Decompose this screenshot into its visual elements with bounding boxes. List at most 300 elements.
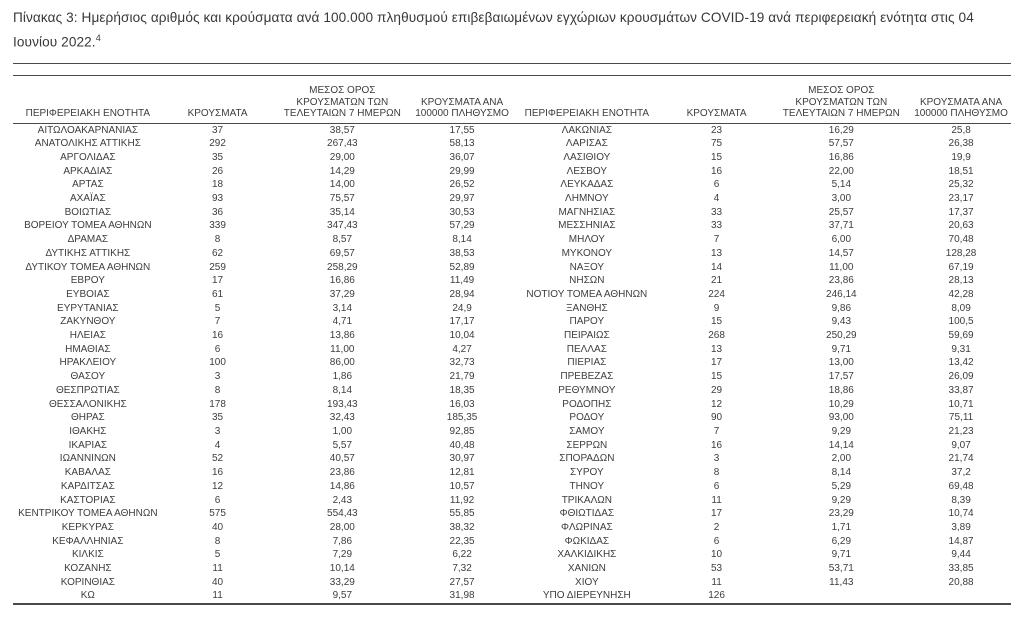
cases-cell: 6 <box>713 179 720 191</box>
table-row <box>512 411 1011 425</box>
avg7-cell: 16,86 <box>329 275 355 287</box>
table-body <box>13 124 1011 604</box>
per100k-cell: 27,57 <box>449 576 475 588</box>
per100k-cell: 9,31 <box>951 343 971 355</box>
per100k-cell: 28,13 <box>948 275 974 287</box>
per100k-cell: 18,51 <box>948 165 974 177</box>
per100k-cell: 67,19 <box>948 261 974 273</box>
table-row <box>512 343 1011 357</box>
cases-cell: 53 <box>711 563 723 575</box>
table-row <box>512 219 1011 233</box>
column-header-cases: ΚΡΟΥΣΜΑΤΑ <box>686 108 747 120</box>
column-header-per100k: ΚΡΟΥΣΜΑΤΑ ΑΝΑ 100000 ΠΛΗΘΥΣΜΟ <box>415 96 509 120</box>
table-row <box>512 137 1011 151</box>
avg7-cell: 2,43 <box>332 494 353 506</box>
per100k-cell <box>911 589 1011 603</box>
avg7-cell: 38,57 <box>329 124 355 136</box>
region-cell: ΠΑΡΟΥ <box>569 316 605 328</box>
table-row <box>512 288 1011 302</box>
avg7-cell: 35,14 <box>329 206 355 218</box>
per100k-cell: 20,63 <box>948 220 974 232</box>
table-row <box>512 480 1011 494</box>
cases-cell: 6 <box>214 343 221 355</box>
cases-cell: 36 <box>212 206 224 218</box>
table-row <box>512 452 1011 466</box>
table-row <box>13 302 512 316</box>
table-row <box>13 274 512 288</box>
avg7-cell: 3,14 <box>332 302 353 314</box>
table-row <box>512 329 1011 343</box>
region-cell: ΣΑΜΟΥ <box>569 426 605 437</box>
cases-cell: 11 <box>212 563 223 575</box>
cases-cell: 17 <box>711 508 723 520</box>
cases-cell: 12 <box>711 398 723 410</box>
region-cell: ΣΥΡΟΥ <box>570 467 604 479</box>
table-title <box>13 7 1003 53</box>
region-cell: ΚΩ <box>80 590 95 602</box>
cases-cell: 35 <box>212 412 224 424</box>
cases-cell: 3 <box>214 371 221 383</box>
avg7-cell: 17,57 <box>828 371 854 383</box>
table-row <box>13 356 512 370</box>
region-cell: ΤΡΙΚΑΛΩΝ <box>561 494 612 506</box>
avg7-cell: 93,00 <box>828 412 854 424</box>
region-cell: ΠΡΕΒΕΖΑΣ <box>560 371 614 383</box>
table-row <box>13 576 512 590</box>
per100k-cell: 59,69 <box>948 330 974 342</box>
region-cell: ΑΙΤΩΛΟΑΚΑΡΝΑΝΙΑΣ <box>37 124 139 136</box>
region-cell: ΒΟΙΩΤΙΑΣ <box>64 206 112 218</box>
avg7-cell: 33,29 <box>329 576 355 588</box>
avg7-cell: 9,86 <box>831 302 852 314</box>
region-cell: ΛΗΜΝΟΥ <box>565 193 609 205</box>
per100k-cell: 38,53 <box>449 247 475 259</box>
avg7-cell: 11,00 <box>330 343 355 355</box>
table-row <box>13 151 512 165</box>
region-cell: ΠΕΙΡΑΙΩΣ <box>563 330 610 342</box>
region-cell: ΧΑΛΚΙΔΙΚΗΣ <box>557 549 617 561</box>
avg7-cell: 9,71 <box>831 343 852 355</box>
region-cell: ΦΩΚΙΔΑΣ <box>564 535 610 547</box>
avg7-cell: 23,86 <box>329 467 355 479</box>
per100k-cell: 92,85 <box>449 426 475 437</box>
avg7-cell: 5,14 <box>831 179 852 191</box>
column-header-cases: ΚΡΟΥΣΜΑΤΑ <box>187 108 248 120</box>
avg7-cell: 9,57 <box>332 590 353 602</box>
per100k-cell: 6,22 <box>452 549 472 561</box>
region-cell: ΚΑΣΤΟΡΙΑΣ <box>60 494 116 506</box>
avg7-cell: 10,14 <box>329 563 355 575</box>
avg7-cell: 75,57 <box>329 193 355 205</box>
per100k-cell: 8,14 <box>452 234 472 246</box>
cases-cell: 15 <box>711 151 723 163</box>
per100k-cell: 25,8 <box>951 124 971 136</box>
cases-cell: 23 <box>711 124 723 136</box>
region-cell: ΙΘΑΚΗΣ <box>69 426 107 437</box>
table-row <box>13 411 512 425</box>
table-row <box>13 178 512 192</box>
per100k-cell: 185,35 <box>446 412 478 424</box>
region-cell: ΘΑΣΟΥ <box>70 371 106 383</box>
region-cell: ΛΕΥΚΑΔΑΣ <box>560 179 614 191</box>
column-header-region: ΠΕΡΙΦΕΡΕΙΑΚΗ ΕΝΟΤΗΤΑ <box>25 108 151 120</box>
cases-cell: 37 <box>212 124 224 136</box>
per100k-cell: 10,71 <box>948 398 974 410</box>
table-row <box>512 589 1011 603</box>
cases-cell: 178 <box>209 398 226 410</box>
region-cell: ΑΡΤΑΣ <box>72 179 104 191</box>
per100k-cell: 33,87 <box>948 384 974 396</box>
avg7-cell: 193,43 <box>327 398 358 410</box>
region-cell: ΥΠΟ ΔΙΕΡΕΥΝΗΣΗ <box>542 590 631 602</box>
table-row <box>13 384 512 398</box>
per100k-cell: 8,39 <box>951 494 971 506</box>
region-cell: ΗΛΕΙΑΣ <box>69 330 106 342</box>
region-cell: ΣΠΟΡΑΔΩΝ <box>559 453 615 465</box>
table-row <box>512 521 1011 535</box>
avg7-cell: 554,43 <box>327 508 358 520</box>
table-row <box>13 233 512 247</box>
avg7-cell: 13,00 <box>828 357 854 369</box>
per100k-cell: 57,29 <box>449 220 475 232</box>
per100k-cell: 9,44 <box>951 549 971 561</box>
table-row <box>512 192 1011 206</box>
per100k-cell: 23,17 <box>948 193 974 205</box>
region-cell: ΜΥΚΟΝΟΥ <box>561 247 613 259</box>
region-cell: ΛΑΚΩΝΙΑΣ <box>561 124 613 136</box>
per100k-cell: 25,32 <box>948 179 974 191</box>
cases-cell: 13 <box>711 343 723 355</box>
cases-cell: 33 <box>711 206 723 218</box>
per100k-cell: 42,28 <box>948 288 974 300</box>
avg7-cell: 32,43 <box>329 412 355 424</box>
table-row <box>512 384 1011 398</box>
table-row <box>13 315 512 329</box>
per100k-cell: 9,07 <box>951 439 971 451</box>
cases-cell: 62 <box>212 247 224 259</box>
per100k-cell: 24,9 <box>452 302 472 314</box>
cases-cell: 3 <box>713 453 720 465</box>
region-cell: ΒΟΡΕΙΟΥ ΤΟΜΕΑ ΑΘΗΝΩΝ <box>24 220 152 232</box>
cases-cell: 21 <box>711 275 723 287</box>
region-cell: ΛΑΣΙΘΙΟΥ <box>563 151 611 163</box>
per100k-cell: 21,74 <box>948 453 974 465</box>
region-cell: ΚΕΦΑΛΛΗΝΙΑΣ <box>52 535 124 547</box>
horizontal-rule-top <box>13 63 1011 64</box>
avg7-cell: 7,86 <box>332 535 353 547</box>
region-cell: ΛΕΣΒΟΥ <box>566 165 607 177</box>
avg7-cell: 9,29 <box>831 426 852 437</box>
left-table-header <box>13 85 512 120</box>
per100k-cell: 17,17 <box>449 316 475 328</box>
region-cell: ΘΕΣΣΑΛΟΝΙΚΗΣ <box>48 398 127 410</box>
cases-cell: 26 <box>212 165 224 177</box>
table-row <box>13 452 512 466</box>
column-header-avg7: ΜΕΣΟΣ ΟΡΟΣ ΚΡΟΥΣΜΑΤΩΝ ΤΩΝ ΤΕΛΕΥΤΑΙΩΝ 7 ΗΜΕΡΩΝ <box>782 85 900 120</box>
region-cell: ΝΟΤΙΟΥ ΤΟΜΕΑ ΑΘΗΝΩΝ <box>526 288 648 300</box>
region-cell: ΝΗΣΩΝ <box>569 275 605 287</box>
avg7-cell: 53,71 <box>828 563 854 575</box>
cases-cell: 292 <box>209 138 226 150</box>
table-header-row <box>13 76 1011 123</box>
per100k-cell: 29,99 <box>449 165 475 177</box>
per100k-cell: 30,97 <box>449 453 475 465</box>
avg7-cell: 40,57 <box>329 453 355 465</box>
region-cell: ΡΟΔΟΠΗΣ <box>562 398 612 410</box>
cases-cell: 268 <box>708 330 725 342</box>
table-row <box>512 535 1011 549</box>
region-cell: ΗΜΑΘΙΑΣ <box>65 343 111 355</box>
table-row <box>13 562 512 576</box>
avg7-cell: 14,86 <box>329 480 355 492</box>
per100k-cell: 26,09 <box>948 371 974 383</box>
table-row <box>13 425 512 439</box>
cases-cell: 9 <box>713 302 720 314</box>
footnote-marker: 4 <box>95 33 101 43</box>
cases-cell: 11 <box>212 590 223 602</box>
table-row <box>512 548 1011 562</box>
per100k-cell: 33,85 <box>948 563 974 575</box>
region-cell: ΜΑΓΝΗΣΙΑΣ <box>558 206 616 218</box>
region-cell: ΚΟΖΑΝΗΣ <box>64 563 112 575</box>
per100k-cell: 52,89 <box>449 261 475 273</box>
per100k-cell: 10,74 <box>948 508 974 520</box>
avg7-cell: 69,57 <box>329 247 355 259</box>
region-cell: ΔΡΑΜΑΣ <box>67 234 109 246</box>
region-cell: ΚΙΛΚΙΣ <box>71 549 104 561</box>
cases-cell: 35 <box>212 151 224 163</box>
avg7-cell: 16,29 <box>828 124 854 136</box>
region-cell: ΚΑΒΑΛΑΣ <box>64 467 111 479</box>
cases-cell: 93 <box>212 193 224 205</box>
avg7-cell: 8,14 <box>831 467 852 479</box>
table-row <box>512 124 1011 138</box>
cases-cell: 3 <box>214 426 221 437</box>
cases-cell: 8 <box>713 467 720 479</box>
region-cell: ΑΡΓΟΛΙΔΑΣ <box>60 151 116 163</box>
region-cell: ΚΑΡΔΙΤΣΑΣ <box>60 480 115 492</box>
per100k-cell: 40,48 <box>449 439 475 451</box>
per100k-cell: 20,88 <box>948 576 974 588</box>
avg7-cell: 9,71 <box>831 549 852 561</box>
per100k-cell: 10,57 <box>449 480 475 492</box>
cases-cell: 224 <box>708 288 725 300</box>
region-cell: ΑΧΑΪΑΣ <box>70 193 106 205</box>
avg7-cell: 14,57 <box>828 247 854 259</box>
per100k-cell: 11,92 <box>449 494 475 506</box>
avg7-cell: 37,71 <box>828 220 854 232</box>
region-cell: ΜΗΛΟΥ <box>568 234 605 246</box>
avg7-cell: 11,43 <box>829 576 854 588</box>
table-row <box>512 165 1011 179</box>
table-row <box>13 548 512 562</box>
per100k-cell: 16,03 <box>449 398 475 410</box>
avg7-cell: 23,86 <box>828 275 854 287</box>
cases-cell: 16 <box>212 467 224 479</box>
region-cell: ΘΗΡΑΣ <box>70 412 105 424</box>
per100k-cell: 13,42 <box>948 357 974 369</box>
avg7-cell: 14,14 <box>828 439 854 451</box>
right-table-header <box>512 85 1011 120</box>
avg7-cell: 347,43 <box>327 220 358 232</box>
cases-cell: 4 <box>214 439 221 451</box>
cases-cell: 8 <box>214 234 221 246</box>
table-row <box>512 356 1011 370</box>
cases-cell: 12 <box>212 480 224 492</box>
avg7-cell: 2,00 <box>831 453 852 465</box>
table-row <box>512 439 1011 453</box>
cases-cell: 10 <box>711 549 723 561</box>
avg7-cell: 267,43 <box>327 138 358 150</box>
region-cell: ΠΕΛΛΑΣ <box>566 343 607 355</box>
cases-cell: 6 <box>713 480 720 492</box>
per100k-cell: 19,9 <box>951 151 971 163</box>
cases-cell: 15 <box>711 316 723 328</box>
per100k-cell: 69,48 <box>948 480 974 492</box>
region-cell: ΕΒΡΟΥ <box>70 275 105 287</box>
per100k-cell: 14,87 <box>948 535 974 547</box>
column-header-avg7: ΜΕΣΟΣ ΟΡΟΣ ΚΡΟΥΣΜΑΤΩΝ ΤΩΝ ΤΕΛΕΥΤΑΙΩΝ 7 ΗΜΕΡΩΝ <box>283 85 401 120</box>
per100k-cell: 75,11 <box>948 412 974 424</box>
region-cell: ΑΡΚΑΔΙΑΣ <box>63 165 113 177</box>
table-row <box>13 439 512 453</box>
avg7-cell: 8,14 <box>332 384 353 396</box>
table-row <box>512 494 1011 508</box>
region-cell: ΔΥΤΙΚΟΥ ΤΟΜΕΑ ΑΘΗΝΩΝ <box>25 261 151 273</box>
cases-cell: 17 <box>711 357 723 369</box>
table-row <box>512 507 1011 521</box>
avg7-cell: 57,57 <box>828 138 854 150</box>
cases-cell: 8 <box>214 384 221 396</box>
region-cell: ΙΩΑΝΝΙΝΩΝ <box>59 453 116 465</box>
table-row <box>13 480 512 494</box>
avg7-cell: 25,57 <box>828 206 854 218</box>
per100k-cell: 7,32 <box>452 563 472 575</box>
table-row <box>512 178 1011 192</box>
per100k-cell: 10,04 <box>449 330 475 342</box>
avg7-cell: 258,29 <box>327 261 358 273</box>
avg7-cell: 1,86 <box>332 371 353 383</box>
cases-cell: 11 <box>711 494 722 506</box>
cases-cell: 13 <box>711 247 723 259</box>
table-row <box>13 165 512 179</box>
table-row <box>13 370 512 384</box>
avg7-cell: 23,29 <box>828 508 854 520</box>
avg7-cell: 29,00 <box>329 151 355 163</box>
table-row <box>13 137 512 151</box>
region-cell: ΤΗΝΟΥ <box>569 480 605 492</box>
region-cell: ΕΥΡΥΤΑΝΙΑΣ <box>57 302 119 314</box>
cases-cell: 33 <box>711 220 723 232</box>
region-cell: ΚΟΡΙΝΘΙΑΣ <box>60 576 115 588</box>
table-row <box>13 466 512 480</box>
column-header-region: ΠΕΡΙΦΕΡΕΙΑΚΗ ΕΝΟΤΗΤΑ <box>524 108 650 120</box>
region-cell: ΦΘΙΩΤΙΔΑΣ <box>559 508 615 520</box>
avg7-cell: 10,29 <box>828 398 854 410</box>
avg7-cell: 5,57 <box>332 439 353 451</box>
per100k-cell: 4,27 <box>452 343 472 355</box>
region-cell: ΣΕΡΡΩΝ <box>566 439 608 451</box>
per100k-cell: 70,48 <box>948 234 974 246</box>
region-cell: ΞΑΝΘΗΣ <box>566 302 608 314</box>
per100k-cell: 28,94 <box>449 288 475 300</box>
per100k-cell: 18,35 <box>449 384 475 396</box>
table-row <box>13 261 512 275</box>
avg7-cell: 18,86 <box>828 384 854 396</box>
avg7-cell: 9,29 <box>831 494 852 506</box>
avg7-cell: 6,00 <box>831 234 852 246</box>
table-row <box>512 562 1011 576</box>
avg7-cell: 7,29 <box>332 549 353 561</box>
per100k-cell: 36,07 <box>449 151 475 163</box>
table-row <box>512 206 1011 220</box>
table-row <box>13 507 512 521</box>
avg7-cell: 37,29 <box>329 288 355 300</box>
right-table-rows <box>512 124 1011 604</box>
per100k-cell: 12,81 <box>449 467 475 479</box>
avg7-cell: 9,43 <box>831 316 852 328</box>
region-cell: ΙΚΑΡΙΑΣ <box>68 439 108 451</box>
cases-cell: 90 <box>711 412 723 424</box>
region-cell: ΜΕΣΣΗΝΙΑΣ <box>558 220 616 232</box>
region-cell: ΝΑΞΟΥ <box>569 261 605 273</box>
cases-cell: 2 <box>713 521 720 533</box>
table-row <box>13 124 512 138</box>
region-cell: ΔΥΤΙΚΗΣ ΑΤΤΙΚΗΣ <box>45 247 131 259</box>
avg7-cell: 14,00 <box>329 179 355 191</box>
per100k-cell: 58,13 <box>449 138 475 150</box>
avg7-cell: 86,00 <box>329 357 355 369</box>
table-row <box>13 521 512 535</box>
table-row <box>13 343 512 357</box>
left-table-rows <box>13 124 512 604</box>
per100k-cell: 17,37 <box>948 206 974 218</box>
avg7-cell: 1,00 <box>332 426 353 437</box>
table-title-text: Πίνακας 3: Ημερήσιος αριθμός και κρούσματα ανά 100.000 πληθυσμού επιβεβαιωμένων εγχώριων κρουσμάτων COVID-19 ανά περιφερειακή ενότητα στις 04 Ιουνίου 2022. <box>13 10 974 50</box>
region-cell: ΡΟΔΟΥ <box>569 412 605 424</box>
cases-cell: 7 <box>713 234 720 246</box>
table-row <box>512 466 1011 480</box>
region-cell: ΑΝΑΤΟΛΙΚΗΣ ΑΤΤΙΚΗΣ <box>34 138 141 150</box>
cases-cell: 14 <box>711 261 723 273</box>
avg7-cell: 14,29 <box>329 165 355 177</box>
region-cell: ΚΕΝΤΡΙΚΟΥ ΤΟΜΕΑ ΑΘΗΝΩΝ <box>18 508 158 520</box>
table-row <box>512 151 1011 165</box>
cases-cell: 61 <box>212 288 224 300</box>
region-cell: ΡΕΘΥΜΝΟΥ <box>558 384 616 396</box>
per100k-cell: 3,89 <box>951 521 971 533</box>
region-cell: ΖΑΚΥΝΘΟΥ <box>60 316 116 328</box>
table-row <box>13 329 512 343</box>
cases-cell: 339 <box>209 220 226 232</box>
table-row <box>512 274 1011 288</box>
region-cell: ΛΑΡΙΣΑΣ <box>565 138 608 150</box>
cases-cell: 4 <box>713 193 720 205</box>
per100k-cell: 17,55 <box>449 124 475 136</box>
per100k-cell: 26,52 <box>449 179 475 191</box>
cases-cell: 75 <box>711 138 723 150</box>
avg7-cell: 246,14 <box>826 288 857 300</box>
per100k-cell: 26,38 <box>948 138 974 150</box>
region-cell: ΧΑΝΙΩΝ <box>567 563 606 575</box>
table-row <box>13 206 512 220</box>
per100k-cell: 30,53 <box>449 206 475 218</box>
table-row <box>13 219 512 233</box>
avg7-cell: 1,71 <box>831 521 852 533</box>
avg7-cell: 8,57 <box>332 234 353 246</box>
avg7-cell: 6,29 <box>831 535 852 547</box>
covid-region-table <box>13 76 1011 606</box>
